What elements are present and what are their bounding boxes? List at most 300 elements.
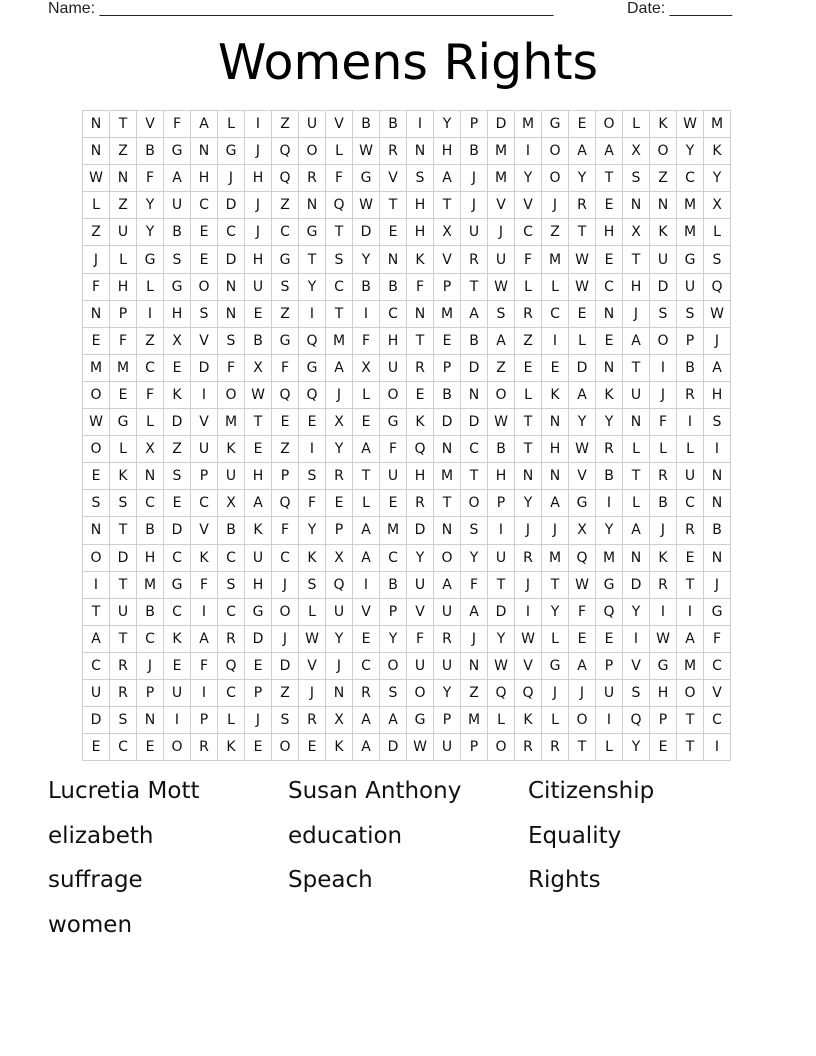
grid-cell[interactable]: I	[137, 300, 164, 327]
grid-cell[interactable]: K	[650, 544, 677, 571]
grid-cell[interactable]: D	[650, 273, 677, 300]
grid-cell[interactable]: B	[677, 354, 704, 381]
grid-cell[interactable]: U	[326, 598, 353, 625]
grid-cell[interactable]: V	[407, 598, 434, 625]
grid-cell[interactable]: C	[191, 490, 218, 517]
grid-cell[interactable]: Q	[299, 381, 326, 408]
grid-cell[interactable]: M	[434, 300, 461, 327]
grid-cell[interactable]: A	[704, 354, 731, 381]
grid-cell[interactable]: R	[569, 192, 596, 219]
grid-cell[interactable]: N	[542, 463, 569, 490]
grid-cell[interactable]: N	[218, 273, 245, 300]
name-field-label[interactable]: Name: ___________________________________________________	[48, 0, 554, 17]
grid-cell[interactable]: X	[623, 219, 650, 246]
grid-cell[interactable]: M	[596, 544, 623, 571]
grid-cell[interactable]: T	[245, 409, 272, 436]
grid-cell[interactable]: K	[704, 138, 731, 165]
grid-cell[interactable]: M	[380, 517, 407, 544]
grid-cell[interactable]: T	[569, 219, 596, 246]
grid-cell[interactable]: Q	[326, 571, 353, 598]
grid-cell[interactable]: G	[164, 138, 191, 165]
grid-cell[interactable]: S	[110, 490, 137, 517]
grid-cell[interactable]: H	[137, 544, 164, 571]
grid-cell[interactable]: F	[83, 273, 110, 300]
grid-cell[interactable]: E	[137, 734, 164, 761]
grid-cell[interactable]: E	[569, 625, 596, 652]
grid-cell[interactable]: S	[623, 679, 650, 706]
grid-cell[interactable]: W	[704, 300, 731, 327]
grid-cell[interactable]: F	[272, 517, 299, 544]
grid-cell[interactable]: V	[434, 246, 461, 273]
grid-cell[interactable]: N	[704, 490, 731, 517]
grid-cell[interactable]: I	[515, 138, 542, 165]
grid-cell[interactable]: L	[677, 436, 704, 463]
grid-cell[interactable]: V	[191, 517, 218, 544]
grid-cell[interactable]: U	[434, 598, 461, 625]
grid-cell[interactable]: P	[434, 354, 461, 381]
grid-cell[interactable]: C	[596, 273, 623, 300]
grid-cell[interactable]: Y	[515, 490, 542, 517]
grid-cell[interactable]: Z	[137, 327, 164, 354]
grid-cell[interactable]: B	[434, 381, 461, 408]
grid-cell[interactable]: R	[326, 463, 353, 490]
grid-cell[interactable]: J	[326, 652, 353, 679]
grid-cell[interactable]: D	[83, 707, 110, 734]
grid-cell[interactable]: R	[461, 246, 488, 273]
grid-cell[interactable]: N	[434, 436, 461, 463]
grid-cell[interactable]: J	[704, 571, 731, 598]
grid-cell[interactable]: F	[110, 327, 137, 354]
grid-cell[interactable]: K	[299, 544, 326, 571]
grid-cell[interactable]: E	[596, 327, 623, 354]
grid-cell[interactable]: M	[677, 192, 704, 219]
grid-cell[interactable]: C	[461, 436, 488, 463]
grid-cell[interactable]: P	[191, 707, 218, 734]
grid-cell[interactable]: E	[245, 300, 272, 327]
grid-cell[interactable]: A	[542, 490, 569, 517]
grid-cell[interactable]: J	[218, 165, 245, 192]
grid-cell[interactable]: P	[191, 463, 218, 490]
grid-cell[interactable]: U	[164, 192, 191, 219]
grid-cell[interactable]: S	[83, 490, 110, 517]
grid-cell[interactable]: X	[326, 707, 353, 734]
grid-cell[interactable]: S	[407, 165, 434, 192]
grid-cell[interactable]: E	[83, 463, 110, 490]
grid-cell[interactable]: A	[569, 381, 596, 408]
grid-cell[interactable]: C	[110, 734, 137, 761]
grid-cell[interactable]: D	[164, 409, 191, 436]
grid-cell[interactable]: C	[272, 219, 299, 246]
grid-cell[interactable]: N	[596, 300, 623, 327]
grid-cell[interactable]: B	[137, 598, 164, 625]
grid-cell[interactable]: A	[353, 436, 380, 463]
grid-cell[interactable]: G	[596, 571, 623, 598]
grid-cell[interactable]: A	[191, 625, 218, 652]
grid-cell[interactable]: I	[191, 381, 218, 408]
grid-cell[interactable]: V	[299, 652, 326, 679]
grid-cell[interactable]: O	[677, 679, 704, 706]
grid-cell[interactable]: C	[83, 652, 110, 679]
grid-cell[interactable]: I	[299, 300, 326, 327]
grid-cell[interactable]: N	[137, 707, 164, 734]
grid-cell[interactable]: I	[650, 598, 677, 625]
grid-cell[interactable]: H	[380, 327, 407, 354]
grid-cell[interactable]: T	[83, 598, 110, 625]
grid-cell[interactable]: L	[596, 734, 623, 761]
grid-cell[interactable]: J	[569, 679, 596, 706]
grid-cell[interactable]: L	[515, 381, 542, 408]
grid-cell[interactable]: J	[272, 571, 299, 598]
grid-cell[interactable]: S	[272, 707, 299, 734]
grid-cell[interactable]: Y	[299, 273, 326, 300]
grid-cell[interactable]: L	[515, 273, 542, 300]
grid-cell[interactable]: F	[380, 436, 407, 463]
grid-cell[interactable]: T	[623, 354, 650, 381]
grid-cell[interactable]: S	[272, 273, 299, 300]
grid-cell[interactable]: U	[488, 246, 515, 273]
grid-cell[interactable]: C	[677, 165, 704, 192]
grid-cell[interactable]: N	[110, 165, 137, 192]
grid-cell[interactable]: U	[299, 111, 326, 138]
grid-cell[interactable]: V	[191, 409, 218, 436]
grid-cell[interactable]: L	[650, 436, 677, 463]
grid-cell[interactable]: S	[164, 246, 191, 273]
grid-cell[interactable]: E	[299, 734, 326, 761]
grid-cell[interactable]: L	[110, 436, 137, 463]
grid-cell[interactable]: G	[164, 273, 191, 300]
grid-cell[interactable]: Z	[542, 219, 569, 246]
grid-cell[interactable]: R	[353, 679, 380, 706]
grid-cell[interactable]: Y	[380, 625, 407, 652]
grid-cell[interactable]: E	[407, 381, 434, 408]
grid-cell[interactable]: G	[569, 490, 596, 517]
grid-cell[interactable]: L	[569, 327, 596, 354]
grid-cell[interactable]: E	[677, 544, 704, 571]
grid-cell[interactable]: E	[353, 625, 380, 652]
grid-cell[interactable]: F	[407, 625, 434, 652]
grid-cell[interactable]: Z	[272, 111, 299, 138]
grid-cell[interactable]: G	[542, 652, 569, 679]
grid-cell[interactable]: Q	[704, 273, 731, 300]
grid-cell[interactable]: W	[83, 409, 110, 436]
grid-cell[interactable]: D	[488, 598, 515, 625]
grid-cell[interactable]: H	[407, 219, 434, 246]
grid-cell[interactable]: W	[515, 625, 542, 652]
grid-cell[interactable]: S	[677, 300, 704, 327]
grid-cell[interactable]: J	[542, 192, 569, 219]
grid-cell[interactable]: K	[164, 381, 191, 408]
grid-cell[interactable]: T	[326, 219, 353, 246]
grid-cell[interactable]: E	[650, 734, 677, 761]
grid-cell[interactable]: T	[299, 246, 326, 273]
grid-cell[interactable]: D	[380, 734, 407, 761]
grid-cell[interactable]: L	[299, 598, 326, 625]
grid-cell[interactable]: G	[137, 246, 164, 273]
grid-cell[interactable]: L	[542, 625, 569, 652]
grid-cell[interactable]: E	[326, 490, 353, 517]
grid-cell[interactable]: H	[596, 219, 623, 246]
grid-cell[interactable]: O	[83, 381, 110, 408]
grid-cell[interactable]: Q	[623, 707, 650, 734]
grid-cell[interactable]: A	[353, 544, 380, 571]
grid-cell[interactable]: N	[596, 354, 623, 381]
grid-cell[interactable]: A	[83, 625, 110, 652]
grid-cell[interactable]: R	[110, 679, 137, 706]
grid-cell[interactable]: O	[488, 381, 515, 408]
grid-cell[interactable]: O	[461, 490, 488, 517]
grid-cell[interactable]: M	[83, 354, 110, 381]
grid-cell[interactable]: E	[272, 409, 299, 436]
grid-cell[interactable]: J	[623, 300, 650, 327]
grid-cell[interactable]: L	[353, 381, 380, 408]
grid-cell[interactable]: Q	[596, 598, 623, 625]
grid-cell[interactable]: Y	[488, 625, 515, 652]
grid-cell[interactable]: E	[596, 192, 623, 219]
grid-cell[interactable]: D	[434, 409, 461, 436]
grid-cell[interactable]: C	[218, 544, 245, 571]
grid-cell[interactable]: C	[677, 490, 704, 517]
grid-cell[interactable]: Y	[623, 734, 650, 761]
grid-cell[interactable]: D	[569, 354, 596, 381]
grid-cell[interactable]: T	[434, 192, 461, 219]
grid-cell[interactable]: F	[650, 409, 677, 436]
grid-cell[interactable]: U	[407, 571, 434, 598]
grid-cell[interactable]: F	[407, 273, 434, 300]
grid-cell[interactable]: Z	[272, 300, 299, 327]
grid-cell[interactable]: X	[353, 354, 380, 381]
grid-cell[interactable]: Q	[272, 490, 299, 517]
grid-cell[interactable]: P	[326, 517, 353, 544]
grid-cell[interactable]: U	[380, 354, 407, 381]
grid-cell[interactable]: W	[569, 273, 596, 300]
grid-cell[interactable]: R	[407, 354, 434, 381]
grid-cell[interactable]: X	[569, 517, 596, 544]
grid-cell[interactable]: E	[164, 490, 191, 517]
grid-cell[interactable]: R	[677, 517, 704, 544]
grid-cell[interactable]: U	[677, 463, 704, 490]
grid-cell[interactable]: Z	[488, 354, 515, 381]
grid-cell[interactable]: T	[110, 571, 137, 598]
grid-cell[interactable]: P	[137, 679, 164, 706]
grid-cell[interactable]: N	[704, 544, 731, 571]
grid-cell[interactable]: Y	[407, 544, 434, 571]
grid-cell[interactable]: I	[596, 490, 623, 517]
grid-cell[interactable]: L	[623, 436, 650, 463]
grid-cell[interactable]: O	[650, 138, 677, 165]
grid-cell[interactable]: H	[245, 571, 272, 598]
grid-cell[interactable]: F	[272, 354, 299, 381]
grid-cell[interactable]: C	[191, 192, 218, 219]
grid-cell[interactable]: J	[515, 517, 542, 544]
grid-cell[interactable]: C	[164, 598, 191, 625]
grid-cell[interactable]: B	[488, 436, 515, 463]
grid-cell[interactable]: O	[83, 544, 110, 571]
grid-cell[interactable]: E	[596, 625, 623, 652]
grid-cell[interactable]: I	[677, 598, 704, 625]
grid-cell[interactable]: O	[380, 381, 407, 408]
grid-cell[interactable]: C	[353, 652, 380, 679]
grid-cell[interactable]: P	[434, 273, 461, 300]
grid-cell[interactable]: K	[191, 544, 218, 571]
grid-cell[interactable]: D	[218, 246, 245, 273]
grid-cell[interactable]: O	[569, 707, 596, 734]
grid-cell[interactable]: O	[488, 734, 515, 761]
grid-cell[interactable]: G	[677, 246, 704, 273]
grid-cell[interactable]: B	[245, 327, 272, 354]
grid-cell[interactable]: W	[245, 381, 272, 408]
grid-cell[interactable]: C	[218, 219, 245, 246]
grid-cell[interactable]: O	[83, 436, 110, 463]
grid-cell[interactable]: V	[353, 598, 380, 625]
grid-cell[interactable]: U	[596, 679, 623, 706]
grid-cell[interactable]: G	[272, 327, 299, 354]
grid-cell[interactable]: L	[704, 219, 731, 246]
grid-cell[interactable]: C	[515, 219, 542, 246]
grid-cell[interactable]: L	[326, 138, 353, 165]
grid-cell[interactable]: G	[245, 598, 272, 625]
grid-cell[interactable]: D	[623, 571, 650, 598]
grid-cell[interactable]: E	[245, 734, 272, 761]
grid-cell[interactable]: Y	[569, 409, 596, 436]
grid-cell[interactable]: T	[677, 734, 704, 761]
grid-cell[interactable]: S	[704, 409, 731, 436]
grid-cell[interactable]: W	[488, 409, 515, 436]
grid-cell[interactable]: Z	[461, 679, 488, 706]
grid-cell[interactable]: J	[461, 165, 488, 192]
grid-cell[interactable]: R	[434, 625, 461, 652]
grid-cell[interactable]: L	[623, 490, 650, 517]
grid-cell[interactable]: Z	[110, 192, 137, 219]
grid-cell[interactable]: T	[461, 463, 488, 490]
grid-cell[interactable]: G	[353, 165, 380, 192]
grid-cell[interactable]: V	[137, 111, 164, 138]
grid-cell[interactable]: Y	[515, 165, 542, 192]
grid-cell[interactable]: W	[299, 625, 326, 652]
grid-cell[interactable]: X	[326, 409, 353, 436]
grid-cell[interactable]: S	[461, 517, 488, 544]
grid-cell[interactable]: X	[434, 219, 461, 246]
grid-cell[interactable]: R	[515, 544, 542, 571]
grid-cell[interactable]: Y	[596, 517, 623, 544]
grid-cell[interactable]: S	[326, 246, 353, 273]
grid-cell[interactable]: K	[245, 517, 272, 544]
grid-cell[interactable]: A	[569, 138, 596, 165]
grid-cell[interactable]: S	[623, 165, 650, 192]
grid-cell[interactable]: H	[245, 165, 272, 192]
grid-cell[interactable]: A	[569, 652, 596, 679]
grid-cell[interactable]: X	[623, 138, 650, 165]
grid-cell[interactable]: Z	[650, 165, 677, 192]
grid-cell[interactable]: E	[245, 436, 272, 463]
grid-cell[interactable]: E	[191, 246, 218, 273]
grid-cell[interactable]: Q	[326, 192, 353, 219]
grid-cell[interactable]: J	[542, 517, 569, 544]
grid-cell[interactable]: R	[191, 734, 218, 761]
grid-cell[interactable]: U	[407, 652, 434, 679]
grid-cell[interactable]: G	[218, 138, 245, 165]
grid-cell[interactable]: B	[218, 517, 245, 544]
grid-cell[interactable]: T	[380, 192, 407, 219]
grid-cell[interactable]: B	[137, 517, 164, 544]
grid-cell[interactable]: T	[407, 327, 434, 354]
grid-cell[interactable]: L	[623, 111, 650, 138]
grid-cell[interactable]: N	[650, 192, 677, 219]
grid-cell[interactable]: S	[380, 679, 407, 706]
grid-cell[interactable]: L	[83, 192, 110, 219]
grid-cell[interactable]: Q	[569, 544, 596, 571]
grid-cell[interactable]: N	[623, 192, 650, 219]
grid-cell[interactable]: U	[650, 246, 677, 273]
grid-cell[interactable]: N	[515, 463, 542, 490]
grid-cell[interactable]: S	[704, 246, 731, 273]
grid-cell[interactable]: M	[326, 327, 353, 354]
grid-cell[interactable]: C	[218, 598, 245, 625]
grid-cell[interactable]: B	[650, 490, 677, 517]
grid-cell[interactable]: I	[83, 571, 110, 598]
grid-cell[interactable]: P	[110, 300, 137, 327]
grid-cell[interactable]: B	[461, 327, 488, 354]
grid-cell[interactable]: A	[461, 300, 488, 327]
grid-cell[interactable]: J	[245, 219, 272, 246]
grid-cell[interactable]: S	[299, 463, 326, 490]
grid-cell[interactable]: V	[488, 192, 515, 219]
grid-cell[interactable]: N	[218, 300, 245, 327]
grid-cell[interactable]: Q	[407, 436, 434, 463]
grid-cell[interactable]: M	[542, 246, 569, 273]
grid-cell[interactable]: H	[623, 273, 650, 300]
grid-cell[interactable]: V	[569, 463, 596, 490]
grid-cell[interactable]: W	[488, 652, 515, 679]
grid-cell[interactable]: W	[677, 111, 704, 138]
grid-cell[interactable]: E	[83, 327, 110, 354]
grid-cell[interactable]: A	[434, 165, 461, 192]
grid-cell[interactable]: F	[326, 165, 353, 192]
grid-cell[interactable]: B	[164, 219, 191, 246]
grid-cell[interactable]: I	[299, 436, 326, 463]
grid-cell[interactable]: Y	[353, 246, 380, 273]
grid-cell[interactable]: O	[164, 734, 191, 761]
grid-cell[interactable]: A	[623, 327, 650, 354]
grid-cell[interactable]: B	[137, 138, 164, 165]
grid-cell[interactable]: G	[407, 707, 434, 734]
grid-cell[interactable]: B	[380, 273, 407, 300]
grid-cell[interactable]: M	[434, 463, 461, 490]
grid-cell[interactable]: E	[569, 300, 596, 327]
grid-cell[interactable]: Y	[677, 138, 704, 165]
grid-cell[interactable]: O	[299, 138, 326, 165]
grid-cell[interactable]: V	[191, 327, 218, 354]
grid-cell[interactable]: C	[164, 544, 191, 571]
grid-cell[interactable]: L	[353, 490, 380, 517]
grid-cell[interactable]: P	[461, 734, 488, 761]
grid-cell[interactable]: Z	[515, 327, 542, 354]
grid-cell[interactable]: I	[407, 111, 434, 138]
grid-cell[interactable]: N	[380, 246, 407, 273]
grid-cell[interactable]: U	[110, 219, 137, 246]
grid-cell[interactable]: Z	[164, 436, 191, 463]
grid-cell[interactable]: I	[704, 734, 731, 761]
grid-cell[interactable]: U	[380, 463, 407, 490]
grid-cell[interactable]: T	[353, 463, 380, 490]
date-field-label[interactable]: Date: _______	[627, 0, 732, 17]
grid-cell[interactable]: L	[488, 707, 515, 734]
grid-cell[interactable]: L	[542, 273, 569, 300]
grid-cell[interactable]: O	[380, 652, 407, 679]
grid-cell[interactable]: T	[434, 490, 461, 517]
grid-cell[interactable]: D	[407, 517, 434, 544]
grid-cell[interactable]: N	[407, 138, 434, 165]
grid-cell[interactable]: H	[191, 165, 218, 192]
